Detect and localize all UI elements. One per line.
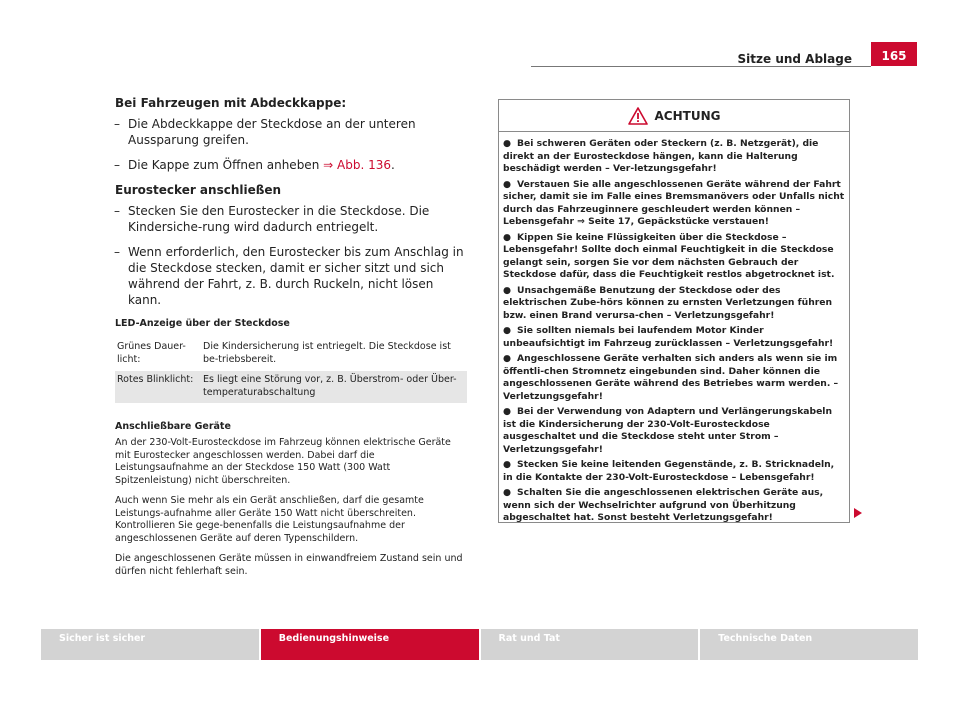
bullet-icon: ● xyxy=(503,284,512,296)
bullet-icon: ● xyxy=(503,138,512,149)
tab-rat-und-tat[interactable]: Rat und Tat xyxy=(481,629,701,660)
list-item: – Wenn erforderlich, den Eurostecker bis zum Anschlag in die Steckdose stecken, damit er sicher sitzt und sich während der Fahrt, z. B. durch Ruckeln, nicht lösen kann. xyxy=(115,244,467,308)
footer-nav xyxy=(41,629,918,660)
bullet-icon: ● xyxy=(503,406,512,417)
warning-item: ● Bei schweren Geräten oder Steckern (z. B. Netzgerät), die direkt an der Eurosteckdose hängen, kann die Halterung beschädigt werden – Ver-letzungsgefahr! xyxy=(503,138,819,174)
tab-sicher-ist-sicher[interactable]: Sicher ist sicher xyxy=(41,629,261,660)
table-row xyxy=(115,371,467,404)
devices-heading: Anschließbare Geräte xyxy=(115,421,231,432)
figure-reference-link[interactable]: ⇒ Abb. 136 xyxy=(323,158,391,172)
warning-item: ● Schalten Sie die angeschlossenen elektrischen Geräte aus, wenn sich der Wechselrichter aufgrund von Überhitzung abgeschaltet hat. Sonst besteht Verletzungsgefahr! xyxy=(503,487,824,523)
table-row xyxy=(115,338,467,371)
bullet-icon: ● xyxy=(503,459,512,470)
bullet-icon: ● xyxy=(503,231,512,243)
warning-item: ● Kippen Sie keine Flüssigkeiten über die Steckdose – Lebensgefahr! Sollte doch einmal Feuchtigkeit in die Steckdose gelangt sein, sorgen Sie vor dem nächsten Gebrauch der Steckdose dafür, dass die Feuchtigkeit restlos abgetrocknet ist. xyxy=(503,231,835,280)
paragraph: Auch wenn Sie mehr als ein Gerät anschließen, darf die gesamte Leistungs-aufnahme aller Geräte 150 Watt nicht überschreiten. Kontrollieren Sie gege-benenfalls die Leistungsaufnahme der angeschlossenen Geräte auf deren Typenschildern. xyxy=(115,495,424,544)
continue-arrow-icon xyxy=(854,508,862,518)
warning-item: ● Verstauen Sie alle angeschlossenen Geräte während der Fahrt sicher, damit sie im Falle eines Bremsmanövers oder Unfalls nicht durch das Fahrzeuginnere geschleudert werden können – Lebensgefahr ⇒ Seite 17, Gepäckstücke verstauen! xyxy=(503,178,845,227)
heading-abdeckkappe: Bei Fahrzeugen mit Abdeckkappe: xyxy=(115,96,347,110)
steps-abdeckkappe xyxy=(115,116,467,173)
section-title: Sitze und Ablage xyxy=(737,52,852,66)
list-item: – Stecken Sie den Eurostecker in die Steckdose. Die Kindersiche-rung wird dadurch entriegelt. xyxy=(115,203,467,235)
warning-item: ● Sie sollten niemals bei laufendem Motor Kinder unbeaufsichtigt im Fahrzeug zurücklassen – Verletzungsgefahr! xyxy=(503,325,834,349)
warning-box xyxy=(498,99,850,523)
steps-eurostecker xyxy=(115,203,467,308)
led-heading: LED-Anzeige über der Steckdose xyxy=(115,318,290,329)
left-column xyxy=(115,96,467,586)
led-label: Grünes Dauer-licht: xyxy=(115,338,201,371)
list-item: – Die Kappe zum Öffnen anheben ⇒ Abb. 136. xyxy=(115,157,467,173)
bullet-icon: ● xyxy=(503,325,512,336)
led-description: Es liegt eine Störung vor, z. B. Überstrom- oder Über-temperaturabschaltung xyxy=(201,371,467,404)
page-number: 165 xyxy=(871,42,917,66)
heading-eurostecker: Eurostecker anschließen xyxy=(115,183,282,197)
paragraph: An der 230-Volt-Eurosteckdose im Fahrzeug können elektrische Geräte mit Eurostecker angeschlossen werden. Dabei darf die Leistungsaufnahme an der Steckdose 150 Watt (300 Watt Spitzenleistung) nicht überschreiten. xyxy=(115,437,451,486)
warning-item: ● Bei der Verwendung von Adaptern und Verlängerungskabeln ist die Kindersicherung der 230-Volt-Eurosteckdose ausgeschaltet und die Steckdose steht unter Strom – Verletzungsgefahr! xyxy=(503,406,832,455)
led-table xyxy=(115,337,467,403)
header-rule xyxy=(531,66,871,67)
warning-triangle-icon xyxy=(628,107,648,125)
warning-header xyxy=(499,100,849,132)
warning-item: ● Stecken Sie keine leitenden Gegenstände, z. B. Stricknadeln, in die Kontakte der 230-Volt-Eurosteckdose – Lebensgefahr! xyxy=(503,459,835,483)
bullet-icon: ● xyxy=(503,178,512,190)
warning-item: ● Angeschlossene Geräte verhalten sich anders als wenn sie im öffentli-chen Stromnetz eingebunden sind. Daher können die angeschlossenen Geräte während des Betriebes warm werden. – Verletzungsgefahr! xyxy=(503,353,839,402)
paragraph: Die angeschlossenen Geräte müssen in einwandfreiem Zustand sein und dürfen nicht fehlerhaft sein. xyxy=(115,553,463,577)
bullet-icon: ● xyxy=(503,353,512,364)
tab-bedienungshinweise[interactable]: Bedienungshinweise xyxy=(261,629,481,660)
tab-technische-daten[interactable]: Technische Daten xyxy=(700,629,918,660)
led-label: Rotes Blinklicht: xyxy=(115,371,201,404)
bullet-icon: ● xyxy=(503,487,512,498)
warning-item: ● Unsachgemäße Benutzung der Steckdose oder des elektrischen Zube-hörs können zu ernsten Verletzungen führen bzw. einen Brand verursa-chen – Verletzungsgefahr! xyxy=(503,284,833,321)
list-item: – Die Abdeckkappe der Steckdose an der unteren Aussparung greifen. xyxy=(115,116,467,148)
led-description: Die Kindersicherung ist entriegelt. Die Steckdose ist be-triebsbereit. xyxy=(201,338,467,371)
warning-title: ACHTUNG xyxy=(654,108,721,123)
